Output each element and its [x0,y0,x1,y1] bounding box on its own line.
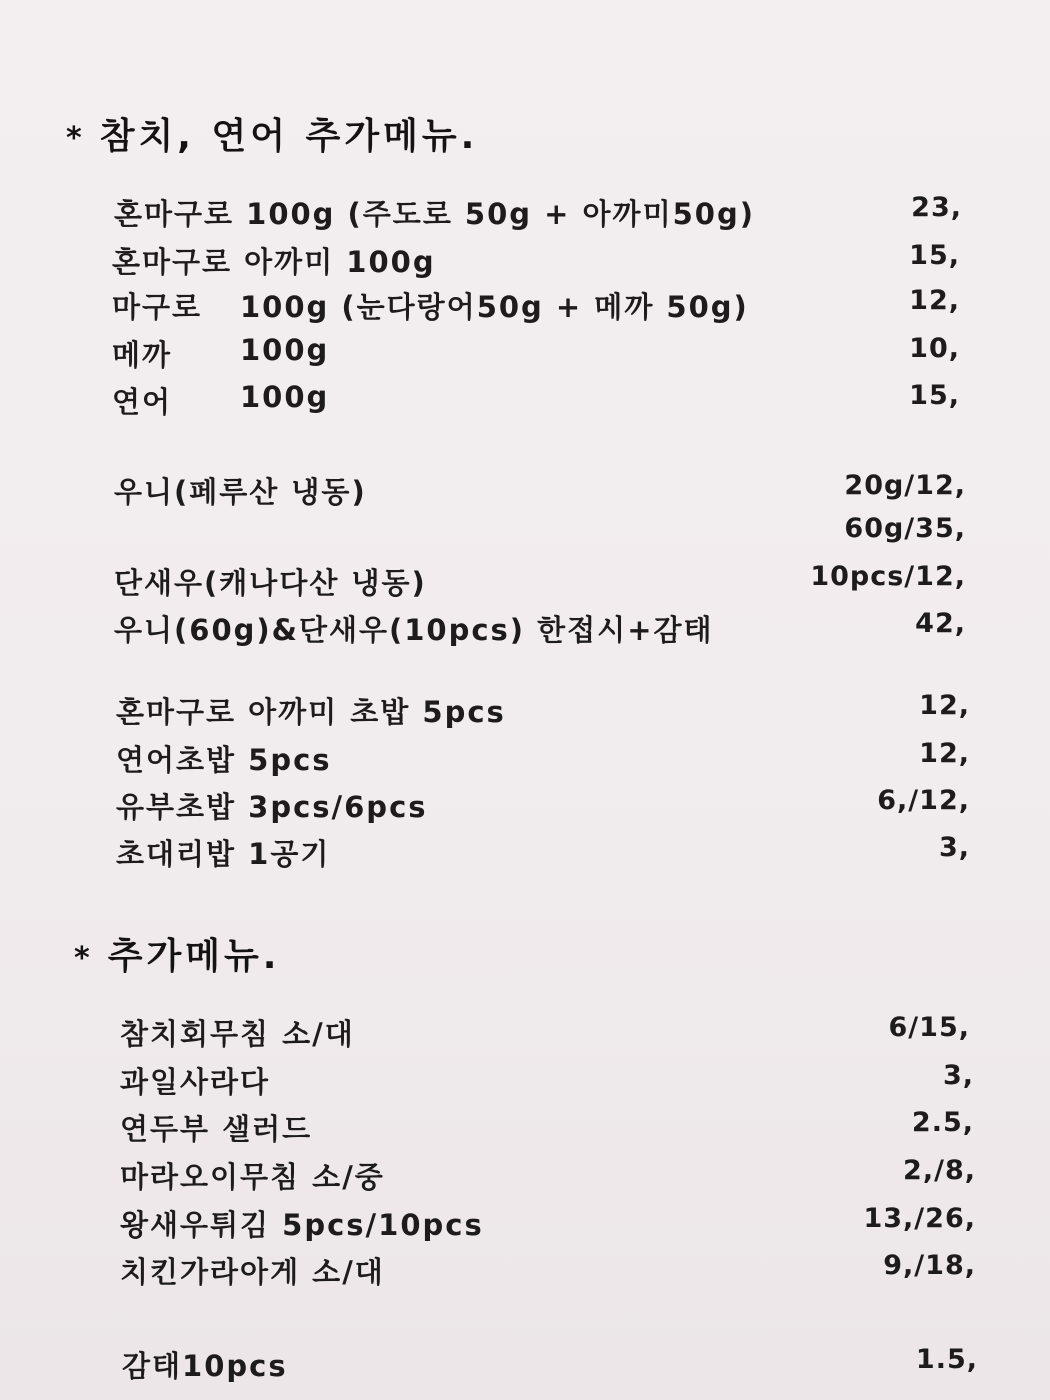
section-heading-tuna-salmon [66,108,478,159]
menu-item-detail: 100g [240,333,330,367]
menu-item-price: 6,/12, [877,785,970,816]
menu-item-name: 혼마구로 아까미 100g [112,245,436,279]
menu-item [0,192,1050,232]
menu-item-price: 13,/26, [863,1203,976,1234]
menu-item-name: 왕새우튀김 5pcs/10pcs [120,1208,484,1242]
menu-item-name: 유부초밥 3pcs/6pcs [116,790,428,824]
menu-item-price: 60g/35, [844,513,966,544]
menu-item [0,1203,1050,1243]
menu-item-price: 12, [909,285,960,316]
menu-item-name: 마구로 [112,290,203,324]
menu-item-price: 1.5, [915,1344,978,1375]
asterisk-marker: * [66,121,86,156]
menu-item-price: 15, [909,240,960,271]
menu-item-price: 6/15, [888,1012,970,1043]
menu-item-detail: 100g [240,380,330,414]
menu-item-price: 2.5, [911,1107,974,1138]
menu-item-price: 3, [942,1060,974,1091]
menu-item [0,608,1050,648]
menu-item [0,1250,1050,1290]
menu-item-name: 연어 [112,385,173,419]
menu-item-price: 12, [919,738,970,769]
menu-item [0,690,1050,730]
menu-item-name: 감태10pcs [122,1349,288,1383]
menu-item-price: 2,/8, [903,1155,976,1186]
menu-item-price: 42, [915,608,966,639]
menu-item [0,470,1050,510]
menu-item-name: 마라오이무침 소/중 [120,1160,385,1194]
menu-item-name: 연두부 샐러드 [120,1112,313,1146]
menu-item-name: 과일사라다 [120,1065,271,1099]
menu-item [0,1344,1050,1384]
menu-item [0,513,1050,553]
menu-item-name: 혼마구로 100g (주도로 50g + 아까미50g) [114,197,755,231]
menu-item-name: 초대리밥 1공기 [116,837,331,871]
menu-item-name: 우니(페루산 냉동) [114,475,367,509]
menu-item [0,785,1050,825]
menu-item-name: 연어초밥 5pcs [116,743,332,777]
menu-item-name: 단새우(캐나다산 냉동) [114,566,427,600]
menu-item-price: 20g/12, [844,470,966,501]
menu-item [0,832,1050,872]
menu-item-price: 15, [909,380,960,411]
menu-item-detail: 100g (눈다랑어50g + 메까 50g) [240,290,749,324]
section-title: 추가메뉴. [107,936,281,977]
menu-item [0,1060,1050,1100]
menu-item [0,1012,1050,1052]
section-heading-extra-menu [74,928,280,979]
menu-item-price: 23, [911,192,962,223]
menu-item-price: 3, [938,832,970,863]
menu-item [0,380,1050,420]
section-title: 참치, 연어 추가메뉴. [99,116,479,157]
menu-item-price: 10, [909,333,960,364]
menu-item-price: 12, [919,690,970,721]
menu-item [0,738,1050,778]
menu-item-name: 치킨가라아게 소/대 [120,1255,385,1289]
menu-item-name: 혼마구로 아까미 초밥 5pcs [116,695,506,729]
menu-item [0,561,1050,601]
menu-item-name: 메까 [112,338,173,372]
menu-item [0,333,1050,373]
menu-item [0,1155,1050,1195]
menu-item-price: 10pcs/12, [810,561,966,592]
menu-item [0,240,1050,280]
menu-item-price: 9,/18, [883,1250,976,1281]
menu-item-name: 참치회무침 소/대 [120,1017,355,1051]
menu-item [0,285,1050,325]
menu-item-name: 우니(60g)&단새우(10pcs) 한접시+감태 [114,613,714,647]
asterisk-marker: * [74,941,94,976]
menu-item [0,1107,1050,1147]
